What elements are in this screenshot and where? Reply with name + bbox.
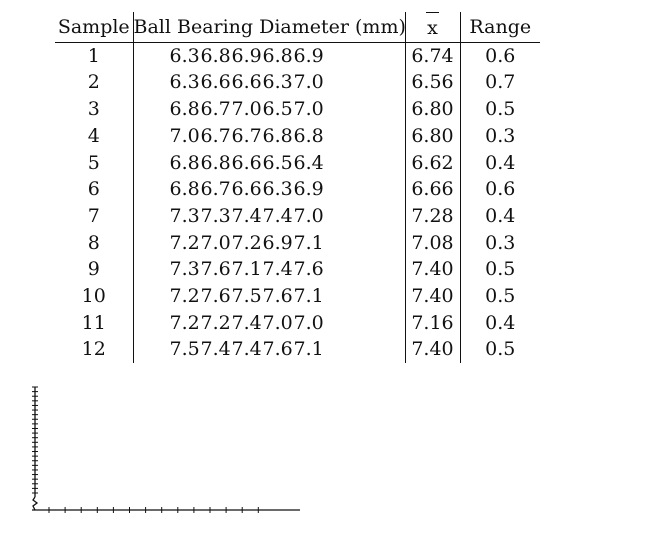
sample-number: 4 (55, 123, 133, 150)
header-diameter: Ball Bearing Diameter (mm) (133, 12, 405, 42)
diameter-value: 7.0 (262, 311, 293, 334)
sample-number: 10 (55, 283, 133, 310)
diameter-value: 7.4 (231, 204, 262, 227)
diameter-value: 7.4 (200, 338, 231, 361)
diameter-value: 7.0 (293, 71, 324, 94)
diameter-value: 7.6 (200, 285, 231, 308)
sample-mean: 7.40 (405, 283, 460, 310)
diameter-value: 6.4 (293, 151, 324, 174)
sample-number: 5 (55, 150, 133, 177)
sample-range: 0.4 (485, 204, 516, 227)
diameter-value: 7.3 (169, 204, 200, 227)
diameter-value: 6.8 (169, 178, 200, 201)
diameter-value: 7.0 (231, 98, 262, 121)
diameter-value: 7.1 (293, 231, 324, 254)
sample-mean: 6.80 (405, 96, 460, 123)
diameter-value: 7.1 (293, 338, 324, 361)
sample-mean: 6.66 (405, 176, 460, 203)
diameter-value: 7.4 (231, 311, 262, 334)
diameter-value: 6.7 (231, 124, 262, 147)
diameter-value: 7.6 (293, 258, 324, 281)
diameter-value: 7.0 (200, 231, 231, 254)
sample-range: 0.3 (485, 124, 516, 147)
diameter-value: 6.7 (200, 124, 231, 147)
diameter-value: 7.5 (169, 338, 200, 361)
diameter-value: 6.9 (293, 178, 324, 201)
sample-mean: 7.40 (405, 256, 460, 283)
sample-range: 0.6 (485, 178, 516, 201)
diameter-value: 7.0 (293, 204, 324, 227)
diameter-value: 6.6 (231, 178, 262, 201)
sample-number: 6 (55, 176, 133, 203)
sample-number: 1 (55, 42, 133, 69)
diameter-value: 7.2 (231, 231, 262, 254)
diameter-value: 6.8 (293, 124, 324, 147)
diameter-value: 7.2 (200, 311, 231, 334)
sample-mean: 6.56 (405, 69, 460, 96)
diameter-value: 7.0 (293, 311, 324, 334)
sample-number: 8 (55, 230, 133, 257)
sample-number: 9 (55, 256, 133, 283)
sample-number: 12 (55, 336, 133, 363)
diameter-value: 7.6 (262, 285, 293, 308)
sample-number: 11 (55, 310, 133, 337)
diameter-value: 6.5 (262, 151, 293, 174)
sample-range: 0.5 (485, 338, 516, 361)
diameter-value: 6.6 (200, 71, 231, 94)
diameter-value: 6.8 (169, 151, 200, 174)
diameter-value: 6.8 (200, 151, 231, 174)
diameter-value: 7.4 (262, 258, 293, 281)
header-mean-label: x (427, 12, 438, 42)
sample-mean: 7.40 (405, 336, 460, 363)
diameter-value: 6.9 (293, 44, 324, 67)
diameter-value: 6.8 (262, 124, 293, 147)
diameter-value: 7.2 (169, 231, 200, 254)
diameter-value: 7.4 (262, 204, 293, 227)
axis-break-zigzag (33, 497, 37, 510)
sample-range: 0.3 (485, 231, 516, 254)
diameter-value: 7.6 (200, 258, 231, 281)
diameter-value: 7.2 (169, 285, 200, 308)
diameter-value: 7.5 (231, 285, 262, 308)
sample-mean: 7.08 (405, 230, 460, 257)
sample-mean: 6.62 (405, 150, 460, 177)
diameter-value: 6.5 (262, 98, 293, 121)
diameter-value: 7.4 (231, 338, 262, 361)
sample-range: 0.5 (485, 285, 516, 308)
header-range: Range (460, 12, 540, 42)
diameter-value: 6.7 (200, 178, 231, 201)
sample-range: 0.7 (485, 71, 516, 94)
diameter-value: 6.6 (231, 151, 262, 174)
diameter-value: 6.3 (262, 178, 293, 201)
diameter-value: 6.3 (169, 44, 200, 67)
sample-range: 0.4 (485, 151, 516, 174)
sample-range: 0.4 (485, 311, 516, 334)
sample-mean: 7.16 (405, 310, 460, 337)
header-sample: Sample (55, 12, 133, 42)
diameter-value: 7.6 (262, 338, 293, 361)
sample-mean: 6.80 (405, 123, 460, 150)
diameter-value: 7.0 (293, 98, 324, 121)
sample-number: 2 (55, 69, 133, 96)
sample-mean: 7.28 (405, 203, 460, 230)
diameter-value: 7.3 (200, 204, 231, 227)
diameter-value: 6.6 (231, 71, 262, 94)
diameter-value: 7.0 (169, 124, 200, 147)
sample-number: 3 (55, 96, 133, 123)
diameter-value: 7.1 (293, 285, 324, 308)
diameter-value: 7.2 (169, 311, 200, 334)
diameter-value: 7.1 (231, 258, 262, 281)
diameter-value: 6.8 (262, 44, 293, 67)
sample-mean: 6.74 (405, 42, 460, 69)
diameter-value: 6.9 (231, 44, 262, 67)
sample-range: 0.5 (485, 258, 516, 281)
diameter-value: 7.3 (169, 258, 200, 281)
diameter-value: 6.7 (200, 98, 231, 121)
diameter-value: 6.3 (169, 71, 200, 94)
diameter-value: 6.9 (262, 231, 293, 254)
sample-range: 0.6 (485, 44, 516, 67)
diameter-value: 6.8 (200, 44, 231, 67)
sample-number: 7 (55, 203, 133, 230)
diameter-value: 6.3 (262, 71, 293, 94)
diameter-value: 6.8 (169, 98, 200, 121)
sample-range: 0.5 (485, 98, 516, 121)
